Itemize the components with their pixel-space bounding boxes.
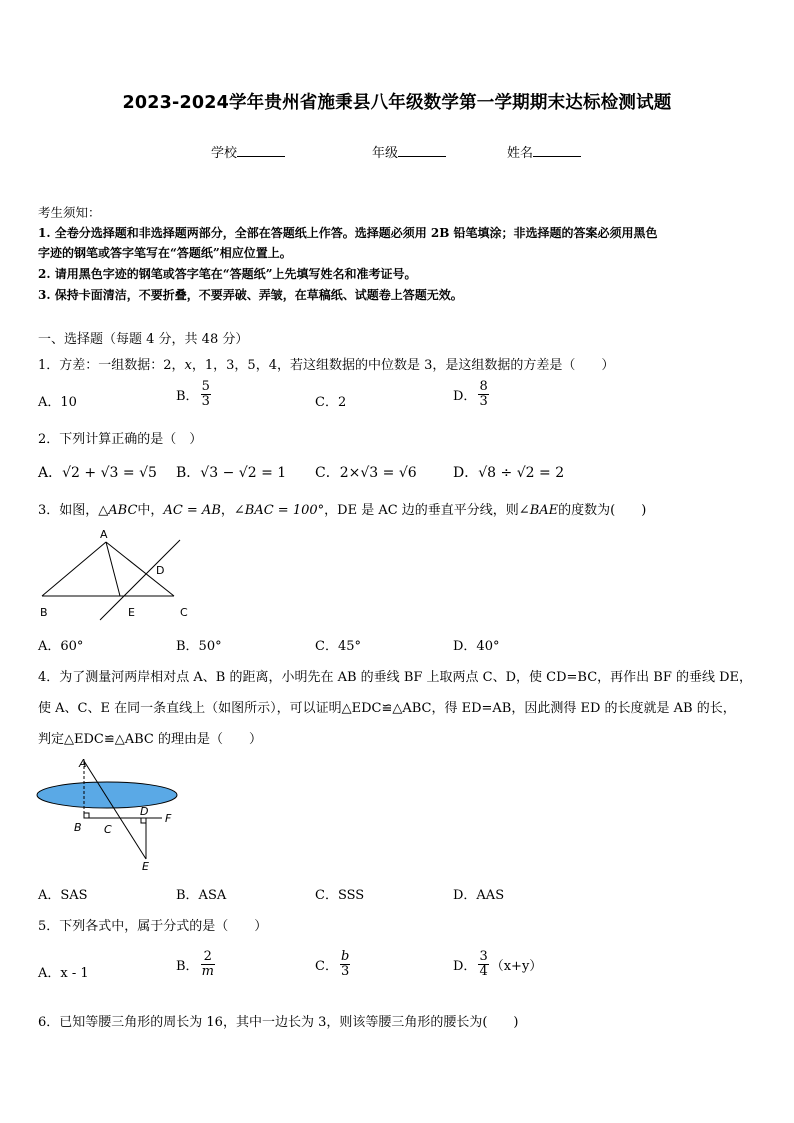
q3-stem-d: ，DE 是 AC 边的垂直平分线，则∠ xyxy=(324,503,530,518)
q2-b-op: − xyxy=(222,465,235,481)
school-field xyxy=(211,142,285,161)
q2-c-r1: 3 xyxy=(369,465,379,481)
notice-item-1a: 1. 全卷分选择题和非选择题两部分，全部在答题纸上作答。选择题必须用 2B 铅笔填涂；非选择题的答案必须用黑色 xyxy=(38,226,658,240)
q4-option-c: C．SSS xyxy=(315,888,365,903)
q5-d-label: D． xyxy=(453,958,477,974)
q5-c-den: 3 xyxy=(340,963,350,979)
q2-a-r3: 5 xyxy=(148,465,157,481)
q2-stem: 2．下列计算正确的是（ ） xyxy=(38,432,203,447)
q3-option-d: D．40° xyxy=(453,639,500,654)
q2-a-r1: 2 xyxy=(71,465,80,481)
school-label: 学校 xyxy=(211,146,238,161)
q5-option-b xyxy=(176,950,217,978)
q1-d-den: 3 xyxy=(479,393,488,409)
q2-c-eq: = xyxy=(382,465,395,481)
q2-d-r2: 2 xyxy=(525,465,535,481)
q1-stem-a: 1．方差：一组数据：2， xyxy=(38,358,185,373)
q2-b-eq: = 1 xyxy=(261,465,287,481)
q5-option-c xyxy=(315,950,352,978)
q2-d-r1: 8 xyxy=(487,465,497,481)
notice-item-3: 3. 保持卡面清洁，不要折叠，不要弄破、弄皱，在草稿纸、试题卷上答题无效。 xyxy=(38,288,463,302)
q5-b-num: 2 xyxy=(203,949,212,964)
q1-option-c: C．2 xyxy=(315,395,347,410)
q2-option-c: C．2×√3 = √6 xyxy=(315,465,417,481)
q3-triangle-figure xyxy=(34,524,194,624)
q2-a-eq: = xyxy=(122,465,135,481)
q5-option-d xyxy=(453,950,542,978)
q1-stem xyxy=(38,354,614,373)
name-field xyxy=(507,142,581,161)
q2-d-eq: = 2 xyxy=(539,465,565,481)
q2-b-label: B． xyxy=(176,465,201,481)
q1-d-fraction xyxy=(478,380,488,408)
q4-label-b: B xyxy=(74,821,82,834)
q2-d-op: ÷ xyxy=(500,465,513,481)
q1-var: x xyxy=(184,358,192,373)
school-blank xyxy=(237,144,285,157)
q1-b-fraction xyxy=(201,380,211,408)
q2-b-r1: 3 xyxy=(209,465,219,481)
q3-label-d: D xyxy=(156,564,165,577)
q4-label-f: F xyxy=(165,812,172,825)
q4-option-d: D．AAS xyxy=(453,888,505,903)
q3-label-e: E xyxy=(128,606,135,619)
q3-option-b: B．50° xyxy=(176,639,222,654)
q1-stem-b: ，1，3，5，4，若这组数据的中位数是 3，是这组数据的方差是（ ） xyxy=(191,358,615,373)
q2-option-d: D．√8 ÷ √2 = 2 xyxy=(453,465,565,481)
section-heading: 一、选择题（每题 4 分，共 48 分） xyxy=(38,332,249,347)
q3-stem-c: ， xyxy=(220,503,234,518)
q5-c-num: b xyxy=(340,949,350,964)
notice-item-2: 2. 请用黑色字迹的钢笔或答字笔在“答题纸”上先填写姓名和准考证号。 xyxy=(38,267,417,281)
q3-label-c: C xyxy=(180,606,188,619)
q5-d-num: 3 xyxy=(479,949,488,964)
name-label: 姓名 xyxy=(507,146,534,161)
q3-abc: ABC xyxy=(108,503,138,518)
q4-label-d: D xyxy=(140,805,149,818)
q2-c-r2: 6 xyxy=(407,465,417,481)
q2-d-label: D． xyxy=(453,465,479,481)
grade-label: 年级 xyxy=(372,146,399,161)
notice-heading: 考生须知： xyxy=(38,205,101,220)
q3-angle: ∠BAC = 100° xyxy=(233,503,325,518)
q4-line-3: 判定△EDC≌△ABC 的理由是（ ） xyxy=(38,732,263,747)
q3-bae: BAE xyxy=(529,503,559,518)
q4-label-e: E xyxy=(142,860,149,873)
q5-d-tail: （x+y） xyxy=(490,958,543,974)
q4-label-a: A xyxy=(79,757,87,770)
notice-item-1b: 字迹的钢笔或答字笔写在“答题纸”相应位置上。 xyxy=(38,246,292,260)
q4-option-b: B．ASA xyxy=(176,888,227,903)
q1-b-num: 5 xyxy=(201,379,210,394)
q3-label-b: B xyxy=(40,606,48,619)
q1-option-b xyxy=(176,380,213,408)
q1-option-d xyxy=(453,380,491,408)
q5-d-fraction xyxy=(478,950,488,978)
q3-stem-b: 中， xyxy=(137,503,164,518)
q4-option-a: A．SAS xyxy=(38,888,88,903)
q1-option-a: A．10 xyxy=(38,395,77,410)
q1-b-label: B． xyxy=(176,388,199,404)
q5-c-label: C． xyxy=(315,958,338,974)
q5-d-den: 4 xyxy=(479,963,488,979)
q1-d-num: 8 xyxy=(479,379,488,394)
page-title: 2023-2024学年贵州省施秉县八年级数学第一学期期末达标检测试题 xyxy=(122,93,672,113)
river-ellipse xyxy=(37,782,177,808)
grade-blank xyxy=(398,144,446,157)
q5-b-den: m xyxy=(201,963,214,979)
q3-stem xyxy=(38,499,646,518)
q3-option-c: C．45° xyxy=(315,639,361,654)
q2-option-a: A．√2 + √3 = √5 xyxy=(38,465,157,481)
q2-c-pre: 2× xyxy=(339,465,361,481)
q5-option-a: A．x - 1 xyxy=(38,966,89,981)
q1-d-label: D． xyxy=(453,388,477,404)
q3-label-a: A xyxy=(100,528,108,541)
grade-field xyxy=(372,142,446,161)
q4-label-c: C xyxy=(104,823,112,836)
q4-line-1: 4．为了测量河两岸相对点 A、B 的距离，小明先在 AB 的垂线 BF 上取两点 C、D，使 CD=BC，再作出 BF 的垂线 DE， xyxy=(38,670,753,685)
name-blank xyxy=(533,144,581,157)
q2-a-label: A． xyxy=(38,465,63,481)
q6-stem: 6．已知等腰三角形的周长为 16，其中一边长为 3，则该等腰三角形的腰长为( ) xyxy=(38,1015,519,1030)
q3-ac-ab: AC = AB xyxy=(163,503,221,518)
q2-a-op: + xyxy=(84,465,97,481)
q5-stem: 5．下列各式中，属于分式的是（ ） xyxy=(38,919,268,934)
q3-stem-e: 的度数为( ) xyxy=(558,503,647,518)
q2-option-b: B．√3 − √2 = 1 xyxy=(176,465,287,481)
q4-river-figure xyxy=(34,755,184,875)
q4-line-2: 使 A、C、E 在同一条直线上（如图所示），可以证明△EDC≌△ABC，得 ED=AB，因此测得 ED 的长度就是 AB 的长， xyxy=(38,701,736,716)
q3-option-a: A．60° xyxy=(38,639,84,654)
q5-c-fraction xyxy=(340,950,350,978)
q2-a-r2: 3 xyxy=(109,465,119,481)
q1-b-den: 3 xyxy=(201,393,210,409)
q2-c-label: C． xyxy=(315,465,340,481)
q5-b-fraction xyxy=(201,950,215,978)
q3-stem-a: 3．如图，△ xyxy=(38,503,109,518)
q5-b-label: B． xyxy=(176,958,199,974)
q2-b-r2: 2 xyxy=(247,465,257,481)
